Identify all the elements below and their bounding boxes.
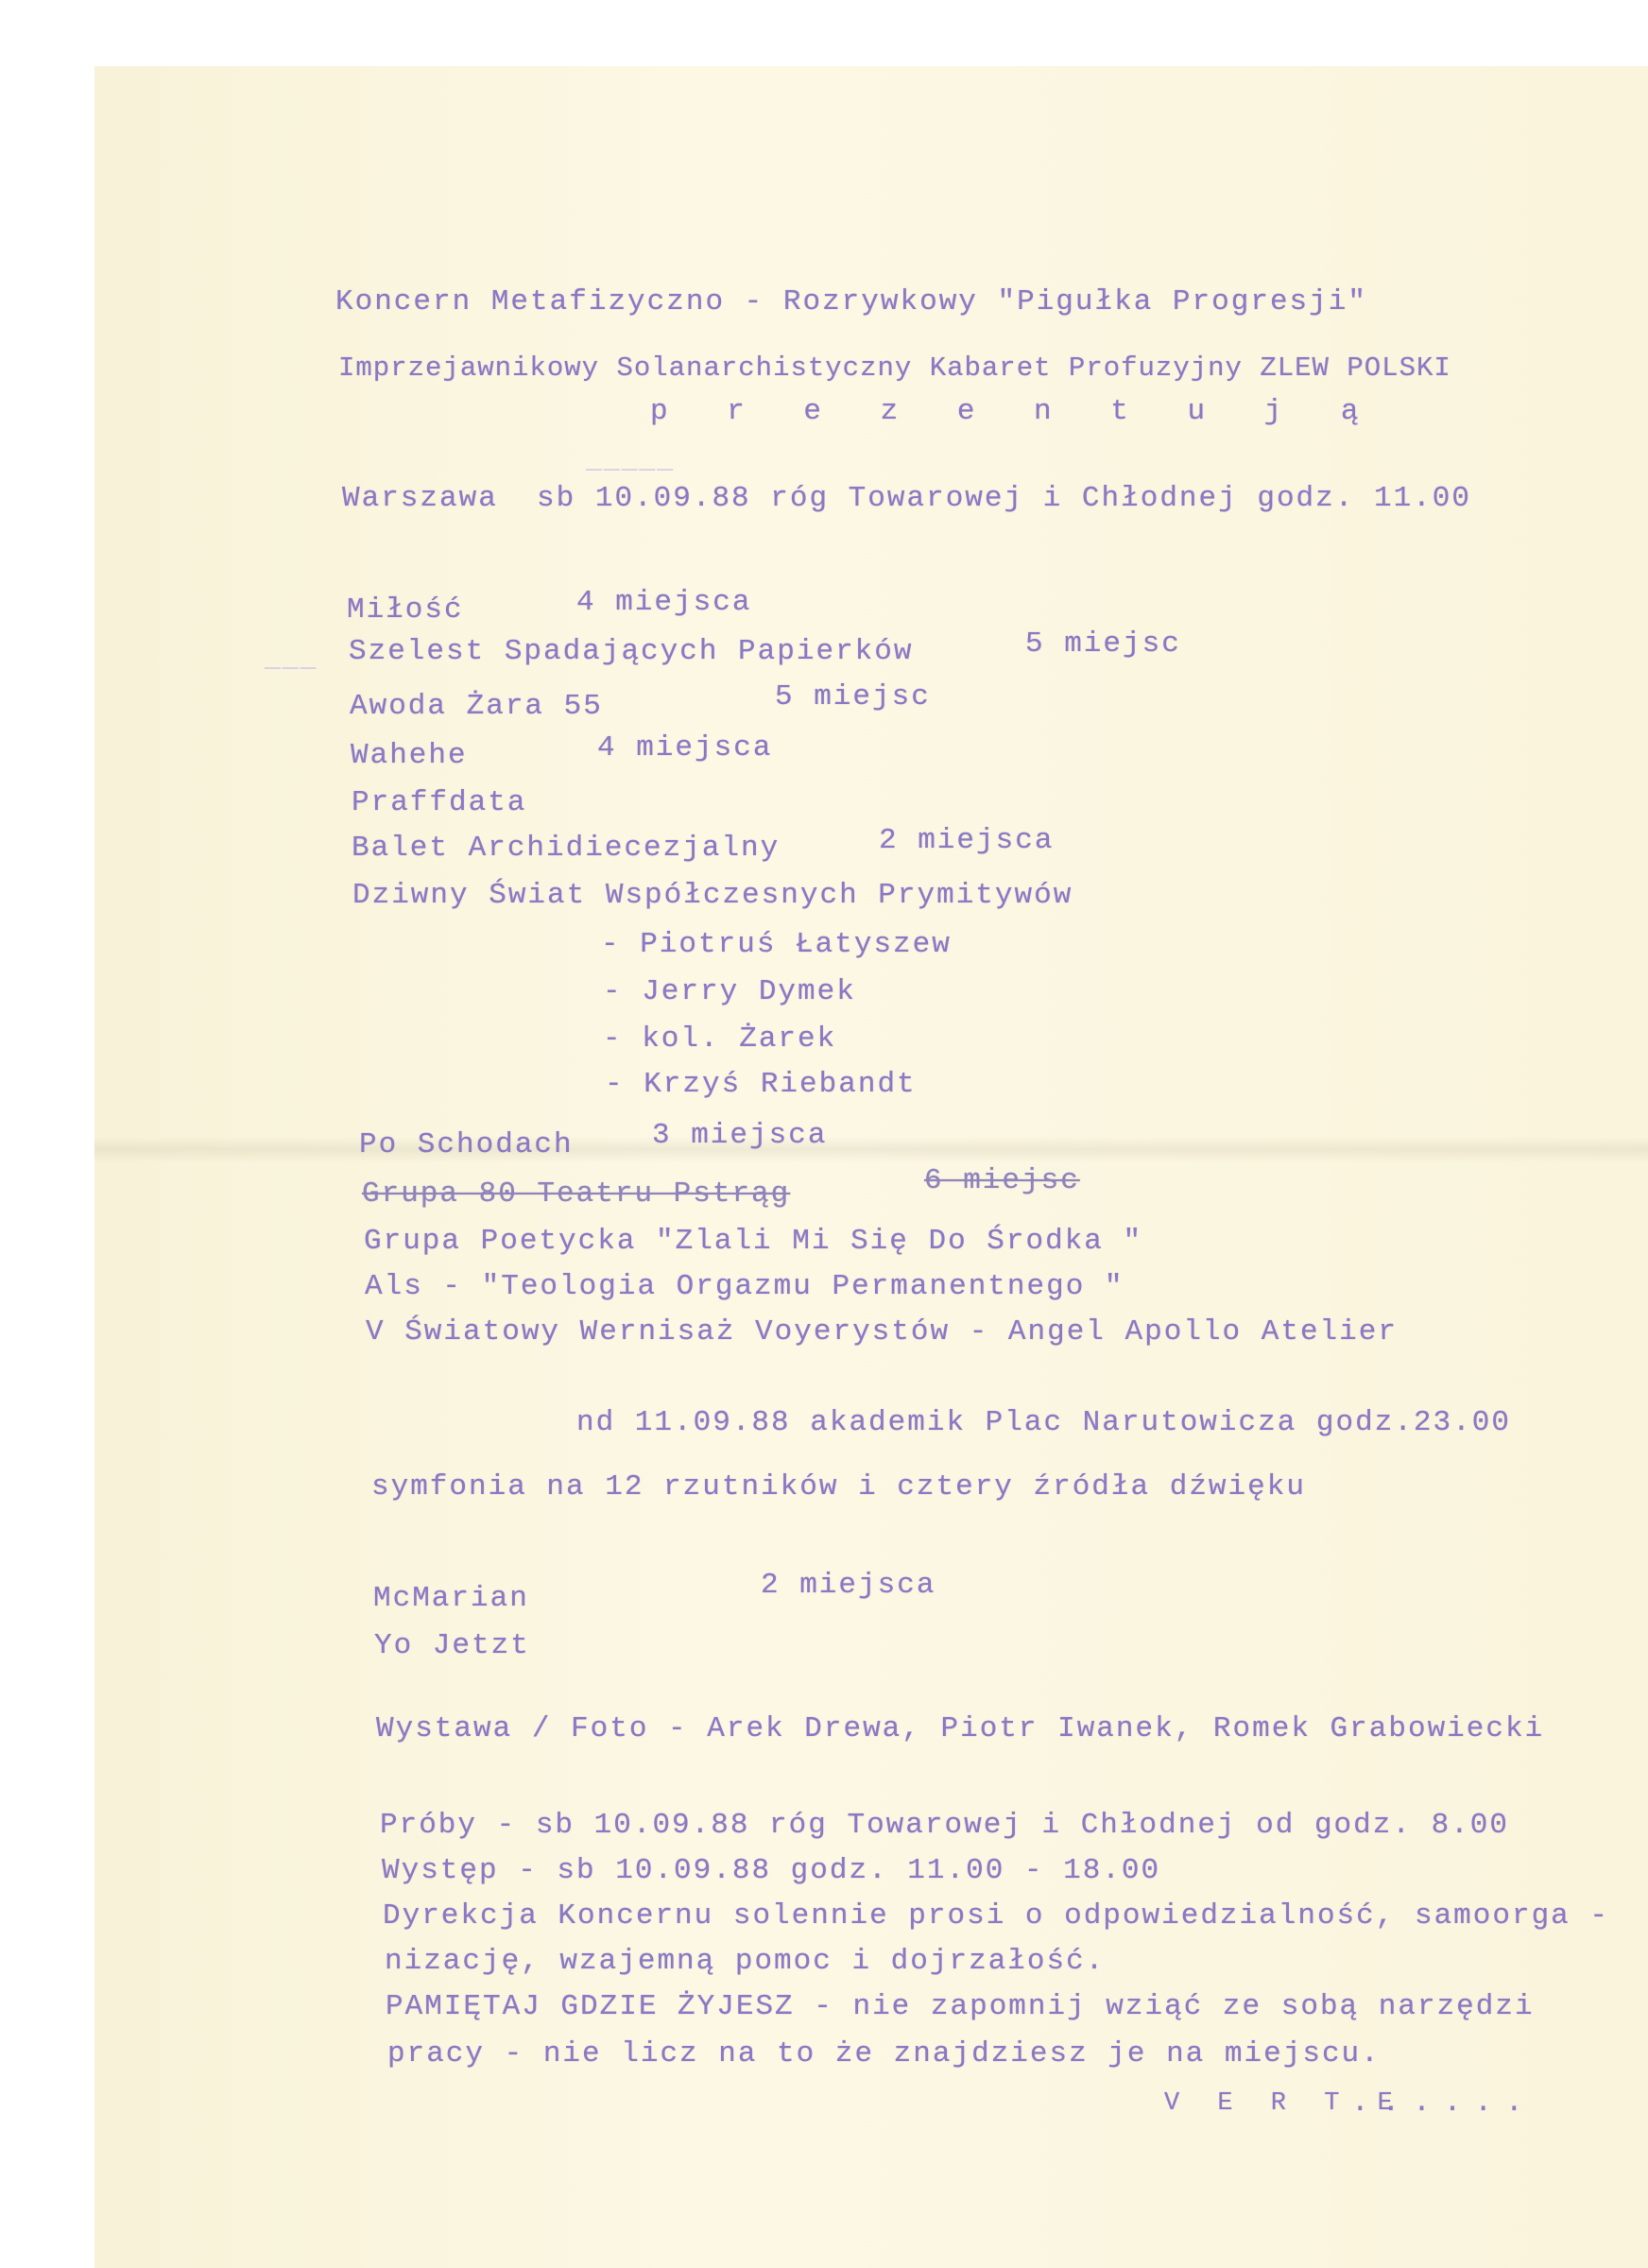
- performer-name: Awoda Żara 55: [350, 690, 603, 723]
- performer-seats: 3 miejsca: [652, 1119, 828, 1152]
- extra-item: Grupa Poetycka "Zlali Mi Się Do Środka ": [364, 1225, 1143, 1258]
- verte-word: V E R T E: [1164, 2089, 1404, 2118]
- performer-name: Po Schodach: [359, 1128, 574, 1161]
- note-line: Dyrekcja Koncernu solennie prosi o odpowiedzialność, samoorga -: [383, 1899, 1609, 1933]
- extra-item: Als - "Teologia Orgazmu Permanentnego ": [365, 1270, 1124, 1303]
- header-line-2: Imprzejawnikowy Solanarchistyczny Kabaret Profuzyjny ZLEW POLSKI: [338, 352, 1451, 384]
- show-line: Występ - sb 10.09.88 godz. 11.00 - 18.00: [382, 1854, 1161, 1887]
- rehearsal-line: Próby - sb 10.09.88 róg Towarowej i Chłodnej od godz. 8.00: [380, 1809, 1509, 1842]
- header-line-1: Koncern Metafizyczno - Rozrywkowy "Pigułka Progresji": [335, 285, 1367, 318]
- performer-name: Praffdata: [352, 786, 527, 819]
- member-item: - Piotruś Łatyszew: [601, 928, 952, 961]
- performer-name: McMarian: [373, 1582, 529, 1615]
- exhibit-line: Wystawa / Foto - Arek Drewa, Piotr Iwanek, Romek Grabowiecki: [376, 1712, 1545, 1745]
- bleed-through-mark: ———: [265, 654, 318, 683]
- performer-seats: 5 miejsc: [1025, 627, 1181, 661]
- note-line: PAMIĘTAJ GDZIE ŻYJESZ - nie zapomnij wziąć ze sobą narzędzi: [386, 1990, 1535, 2023]
- performer-seats: 5 miejsc: [775, 680, 931, 713]
- extra-item: V Światowy Wernisaż Voyerystów - Angel Apollo Atelier: [366, 1315, 1398, 1349]
- performer-name: Wahehe: [351, 739, 468, 772]
- performer-name: Dziwny Świat Współczesnych Prymitywów: [352, 879, 1073, 912]
- performer-name: Szelest Spadających Papierków: [349, 635, 914, 668]
- bleed-through-mark: —————: [586, 455, 676, 485]
- note-line: pracy - nie licz na to że znajdziesz je na miejscu.: [387, 2037, 1381, 2070]
- performer-seats: 4 miejsca: [597, 731, 773, 765]
- note-line: nizację, wzajemną pomoc i dojrzałość.: [385, 1945, 1106, 1978]
- verte-dots: ......: [1351, 2087, 1536, 2120]
- performer-name-struck: Grupa 80 Teatru Pstrąg: [362, 1177, 791, 1211]
- symphony-line: symfonia na 12 rzutników i cztery źródła dźwięku: [371, 1470, 1306, 1503]
- performer-seats-struck: 6 miejsc: [924, 1164, 1080, 1197]
- performer-name: Balet Archidiecezjalny: [352, 832, 781, 865]
- event-2-line: nd 11.09.88 akademik Plac Narutowicza godz.23.00: [576, 1406, 1511, 1439]
- performer-name: Miłość: [347, 593, 464, 627]
- member-item: - Krzyś Riebandt: [605, 1068, 917, 1101]
- performer-seats: 2 miejsca: [879, 824, 1055, 857]
- performer-seats: 2 miejsca: [761, 1569, 936, 1602]
- member-item: - kol. Żarek: [603, 1022, 837, 1056]
- event-1-line: Warszawa sb 10.09.88 róg Towarowej i Chłodnej godz. 11.00: [342, 482, 1471, 515]
- presents-line: p r e z e n t u j ą: [650, 395, 1380, 428]
- member-item: - Jerry Dymek: [603, 975, 856, 1008]
- performer-seats: 4 miejsca: [576, 586, 752, 619]
- performer-name: Yo Jetzt: [374, 1629, 530, 1662]
